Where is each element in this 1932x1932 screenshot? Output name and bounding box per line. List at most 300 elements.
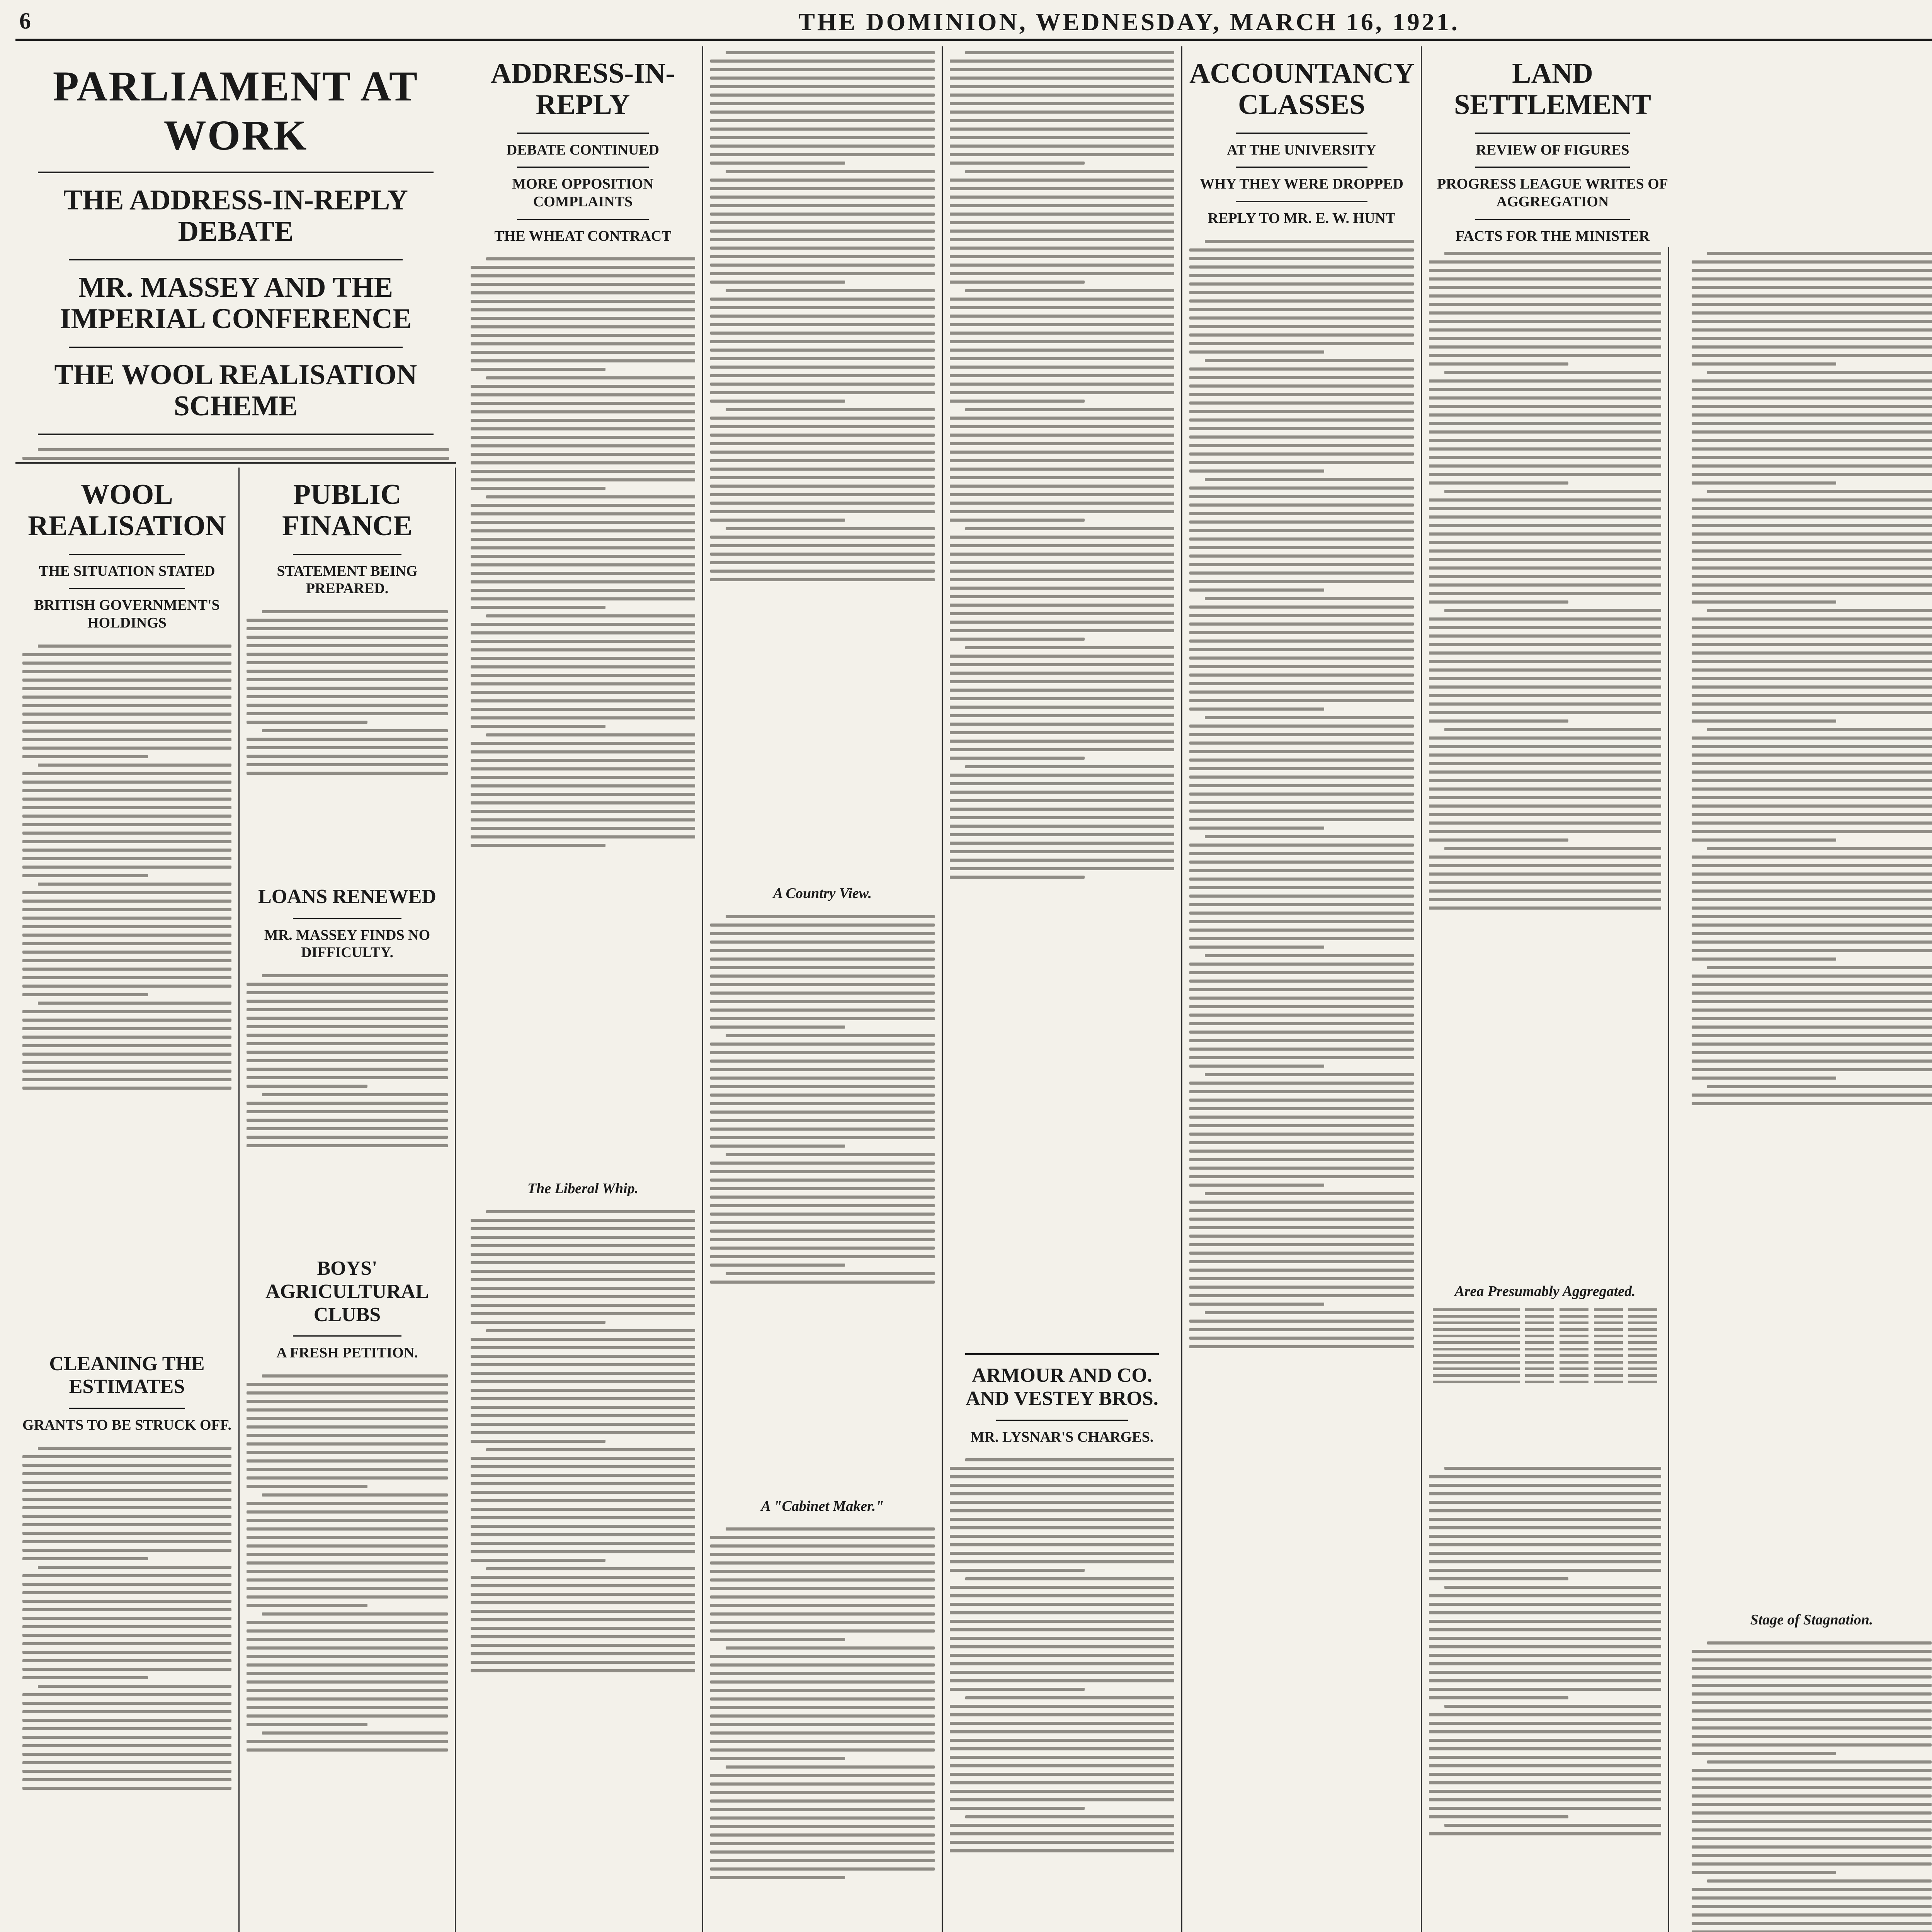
body-text-line — [950, 1560, 1174, 1563]
body-text-line — [22, 874, 148, 877]
body-text-line — [1692, 498, 1932, 502]
table-cell — [1628, 1348, 1657, 1350]
body-text-line — [1189, 699, 1414, 702]
body-text-line — [950, 519, 1085, 522]
body-text-line — [471, 266, 695, 269]
body-text-line — [950, 1594, 1174, 1597]
body-text-line — [22, 721, 231, 724]
body-text-line — [1692, 1896, 1932, 1900]
body-text-line — [1692, 481, 1836, 485]
body-text-line — [710, 570, 935, 573]
body-text-line — [1692, 617, 1932, 621]
body-text-line — [471, 648, 695, 651]
body-text-line — [710, 153, 935, 156]
body-text-line — [1429, 592, 1661, 595]
body-text-line — [1189, 895, 1414, 898]
body-text-line — [950, 111, 1174, 114]
body-text-line — [1692, 643, 1932, 646]
body-text-line — [1444, 728, 1661, 731]
headline-accountancy: ACCOUNTANCY CLASSES — [1189, 58, 1415, 121]
body-text-line — [1692, 532, 1932, 536]
body-text-line — [471, 623, 695, 626]
table-cell — [1433, 1381, 1520, 1383]
body-text-line — [471, 283, 695, 286]
body-text-line — [965, 646, 1174, 649]
body-text-line — [471, 682, 695, 685]
body-text-line — [1429, 1713, 1661, 1716]
body-text-line — [1189, 656, 1414, 660]
body-text-line — [1692, 549, 1932, 553]
body-text-line — [1189, 1116, 1414, 1119]
body-text-line — [710, 1850, 935, 1854]
body-text-line — [471, 427, 695, 430]
body-text-line — [1205, 240, 1414, 243]
body-text-line — [1189, 784, 1414, 787]
body-text-line — [710, 366, 935, 369]
body-text-line — [1692, 1769, 1932, 1772]
body-text-line — [1692, 796, 1932, 799]
body-text-line — [710, 391, 935, 394]
body-text-line — [710, 1111, 935, 1114]
body-text-line — [22, 1019, 231, 1022]
body-text-line — [950, 655, 1174, 658]
body-text-line — [22, 1787, 231, 1790]
column-wool — [15, 468, 240, 1932]
body-text-line — [471, 1219, 695, 1222]
body-text-line — [1429, 447, 1661, 451]
body-text-line — [22, 1676, 148, 1679]
body-text-line — [1189, 1320, 1414, 1323]
body-text-line — [1692, 592, 1932, 595]
body-text-line — [1429, 320, 1661, 323]
body-text-line — [471, 334, 695, 337]
body-text-line — [1692, 1913, 1932, 1917]
body-text-line — [710, 1740, 935, 1743]
body-text-line — [1692, 804, 1932, 808]
body-text-line — [1189, 750, 1414, 753]
body-text-line — [1189, 963, 1414, 966]
body-text-line — [1429, 422, 1661, 425]
table-cell — [1525, 1367, 1554, 1370]
body-text-line — [471, 521, 695, 524]
body-text-line — [1444, 847, 1661, 850]
body-text-line — [247, 746, 448, 749]
body-text-line — [1429, 1475, 1661, 1478]
body-text-line — [710, 992, 935, 995]
body-text-line — [1707, 1085, 1932, 1088]
body-text-line — [1189, 1209, 1414, 1212]
empire-text — [950, 46, 1174, 1345]
body-text-line — [1429, 473, 1661, 476]
table-cell — [1594, 1381, 1623, 1383]
body-text-line — [471, 1533, 695, 1536]
body-text-line — [1189, 1082, 1414, 1085]
body-text-line — [710, 1000, 935, 1003]
body-text-line — [1189, 980, 1414, 983]
body-text-line — [1189, 861, 1414, 864]
body-text-line — [22, 1078, 231, 1081]
body-text-line — [1189, 1005, 1414, 1008]
table-cell — [1628, 1381, 1657, 1383]
body-text-line — [1189, 690, 1414, 694]
body-text-line — [247, 1553, 448, 1556]
body-text-line — [1429, 787, 1661, 791]
body-text-line — [950, 1645, 1174, 1648]
body-text-line — [247, 1689, 448, 1692]
body-text-line — [710, 1085, 935, 1088]
body-text-line — [950, 1841, 1174, 1844]
body-text-line — [1189, 1022, 1414, 1025]
table-cell — [1628, 1354, 1657, 1357]
body-text-line — [710, 1680, 935, 1684]
body-text-line — [950, 748, 1174, 751]
body-text-line — [1429, 328, 1661, 332]
subhead-reply-hunt: REPLY TO MR. E. W. HUNT — [1208, 210, 1396, 226]
body-text-line — [1189, 920, 1414, 923]
body-text-line — [710, 1230, 935, 1233]
body-text-line — [710, 179, 935, 182]
table-row — [1433, 1328, 1657, 1331]
body-text-line — [1692, 1871, 1836, 1874]
body-text-line — [1429, 762, 1661, 765]
body-text-line — [471, 291, 695, 294]
armour-text — [950, 1454, 1174, 1932]
body-text-line — [1189, 274, 1414, 277]
body-text-line — [710, 417, 935, 420]
body-text-line — [1189, 1294, 1414, 1297]
body-text-line — [471, 1610, 695, 1613]
table-cell — [1594, 1354, 1623, 1357]
body-text-line — [38, 1685, 231, 1688]
body-text-line — [1692, 430, 1932, 434]
body-text-line — [1429, 1552, 1661, 1555]
table-cell — [1525, 1354, 1554, 1357]
body-text-line — [247, 1536, 448, 1539]
body-text-line — [1429, 1654, 1661, 1657]
body-text-line — [1189, 639, 1414, 643]
body-text-line — [1189, 282, 1414, 286]
body-text-line — [1429, 719, 1568, 723]
body-text-line — [471, 1406, 695, 1409]
body-text-line — [710, 383, 935, 386]
body-text-line — [710, 145, 935, 148]
table-row — [1433, 1335, 1657, 1337]
body-text-line — [1189, 580, 1414, 583]
column-land-b — [1685, 1604, 1932, 1932]
body-text-line — [950, 689, 1174, 692]
body-text-line — [1189, 571, 1414, 575]
body-text-line — [471, 1389, 695, 1392]
body-text-line — [1429, 1798, 1661, 1801]
body-text-line — [710, 485, 935, 488]
body-text-line — [710, 1043, 935, 1046]
table-cell — [1560, 1341, 1588, 1344]
body-text-line — [1189, 469, 1324, 473]
body-text-line — [965, 1815, 1174, 1818]
body-text-line — [1429, 1526, 1661, 1529]
table-row — [1433, 1308, 1657, 1311]
body-text-line — [710, 68, 935, 71]
body-text-line — [726, 1646, 935, 1650]
body-text-line — [1692, 294, 1932, 298]
body-text-line — [950, 1509, 1174, 1512]
body-text-line — [471, 1457, 695, 1460]
body-text-line — [22, 730, 231, 733]
body-text-line — [950, 94, 1174, 97]
table-cell — [1433, 1374, 1520, 1377]
body-text-line — [1692, 541, 1932, 544]
body-text-line — [22, 704, 231, 707]
body-text-line — [247, 1417, 448, 1420]
body-text-line — [1692, 762, 1932, 765]
body-text-line — [1692, 1102, 1932, 1105]
body-text-line — [950, 1637, 1174, 1640]
body-text-line — [1189, 673, 1414, 677]
body-text-line — [710, 553, 935, 556]
body-text-line — [471, 1372, 695, 1375]
body-text-line — [1189, 1150, 1414, 1153]
body-text-line — [710, 1876, 845, 1879]
body-text-line — [710, 1170, 935, 1173]
body-text-line — [1189, 776, 1414, 779]
body-text-line — [950, 468, 1174, 471]
body-text-line — [1692, 694, 1932, 697]
body-text-line — [22, 1710, 231, 1713]
body-text-line — [710, 213, 935, 216]
body-text-line — [950, 383, 1174, 386]
body-text-line — [1205, 359, 1414, 362]
body-text-line — [710, 1825, 935, 1828]
body-text-line — [247, 1646, 448, 1650]
body-text-line — [471, 1304, 695, 1307]
subhead-university: AT THE UNIVERSITY — [1227, 141, 1376, 158]
body-text-line — [247, 1621, 448, 1624]
body-text-line — [950, 400, 1085, 403]
body-text-line — [471, 767, 695, 770]
body-text-line — [1205, 835, 1414, 838]
body-text-line — [1429, 439, 1661, 442]
body-text-line — [950, 731, 1174, 734]
body-text-line — [22, 1087, 231, 1090]
body-text-line — [471, 1431, 695, 1434]
table-cell — [1594, 1361, 1623, 1364]
body-text-line — [710, 1612, 935, 1616]
body-text-line — [22, 653, 231, 656]
body-text-line — [22, 1549, 231, 1552]
body-text-line — [1707, 490, 1932, 493]
body-text-line — [950, 595, 1174, 598]
body-text-line — [1429, 532, 1661, 536]
body-text-line — [247, 1629, 448, 1633]
body-text-line — [1429, 1492, 1661, 1495]
body-text-line — [471, 742, 695, 745]
body-text-line — [950, 578, 1174, 581]
body-text-line — [1189, 1107, 1414, 1110]
finance-text-2 — [247, 969, 448, 1248]
body-text-line — [1429, 1577, 1568, 1580]
body-text-line — [1692, 983, 1932, 986]
body-text-line — [950, 1679, 1174, 1682]
subhead-wool-scheme: THE WOOL REALISATION SCHEME — [54, 359, 417, 422]
body-text-line — [247, 1740, 448, 1743]
body-text-line — [1429, 1501, 1661, 1504]
body-text-line — [471, 1312, 695, 1315]
body-text-line — [950, 833, 1174, 836]
body-text-line — [247, 1527, 448, 1531]
body-text-line — [1429, 821, 1661, 825]
body-text-line — [1189, 1124, 1414, 1127]
body-text-line — [471, 1346, 695, 1349]
body-text-line — [950, 1781, 1174, 1784]
body-text-line — [22, 457, 449, 460]
body-text-line — [22, 891, 231, 894]
body-text-line — [471, 1270, 695, 1273]
body-text-line — [965, 1577, 1174, 1580]
body-text-line — [247, 1510, 448, 1514]
body-text-line — [247, 1587, 448, 1590]
body-text-line — [1189, 1056, 1414, 1059]
subhead-cleaning-estimates: CLEANING THE ESTIMATES — [49, 1352, 205, 1398]
body-text-line — [471, 818, 695, 821]
body-text-line — [710, 357, 935, 360]
body-text-line — [1692, 685, 1932, 689]
body-text-line — [710, 1561, 935, 1565]
body-text-line — [1692, 337, 1932, 340]
body-text-line — [1692, 1794, 1932, 1798]
body-text-line — [710, 1833, 935, 1837]
body-text-line — [710, 561, 935, 564]
body-text-line — [965, 408, 1174, 411]
body-text-line — [950, 187, 1174, 190]
body-text-line — [1692, 473, 1932, 476]
body-text-line — [1189, 1141, 1414, 1144]
subhead-address-debate: THE ADDRESS-IN-REPLY DEBATE — [63, 184, 408, 248]
body-text-line — [22, 1668, 231, 1671]
body-text-line — [950, 1756, 1174, 1759]
body-text-line — [950, 1552, 1174, 1555]
body-text-line — [247, 1076, 448, 1079]
body-text-line — [950, 782, 1174, 785]
body-text-line — [1189, 418, 1414, 422]
body-text-line — [710, 315, 935, 318]
body-text-line — [726, 1527, 935, 1531]
body-text-line — [950, 816, 1174, 819]
table-cell — [1525, 1308, 1554, 1311]
body-text-line — [471, 844, 605, 847]
body-text-line — [1189, 682, 1414, 685]
body-text-line — [1429, 515, 1661, 519]
body-text-line — [1429, 566, 1661, 570]
body-text-line — [1429, 1594, 1661, 1597]
body-text-line — [950, 102, 1174, 105]
subhead-cabinet-maker: A "Cabinet Maker." — [761, 1498, 884, 1514]
body-text-line — [1429, 864, 1661, 867]
body-text-line — [247, 704, 448, 707]
body-text-line — [1707, 609, 1932, 612]
body-text-line — [1692, 1000, 1932, 1003]
body-text-line — [22, 1070, 231, 1073]
table-row — [1433, 1321, 1657, 1324]
body-text-line — [247, 1008, 448, 1011]
body-text-line — [1692, 515, 1932, 519]
body-text-line — [710, 1714, 935, 1718]
body-text-line — [1692, 396, 1932, 400]
body-text-line — [1429, 303, 1661, 306]
body-text-line — [1429, 753, 1661, 757]
body-text-line — [1429, 1747, 1661, 1750]
subhead-fresh-petition: A FRESH PETITION. — [276, 1345, 418, 1361]
table-cell — [1433, 1348, 1520, 1350]
body-text-line — [1189, 724, 1414, 728]
body-text-line — [710, 1221, 935, 1224]
body-text-line — [1189, 1014, 1414, 1017]
body-text-line — [247, 1127, 448, 1130]
table-row — [1433, 1367, 1657, 1370]
body-text-line — [1444, 1824, 1661, 1827]
body-text-line — [1429, 1611, 1661, 1614]
headline-wool: WOOL REALISATION — [28, 479, 226, 542]
body-text-line — [471, 1474, 695, 1477]
body-text-line — [1429, 736, 1661, 740]
body-text-line — [950, 1475, 1174, 1478]
body-text-line — [1692, 413, 1932, 417]
body-text-line — [1205, 1073, 1414, 1076]
body-text-line — [710, 1621, 935, 1624]
body-text-line — [1444, 490, 1661, 493]
body-text-line — [710, 1757, 845, 1760]
body-text-line — [1692, 1017, 1932, 1020]
body-text-line — [247, 1655, 448, 1658]
table-cell — [1433, 1315, 1520, 1318]
body-text-line — [247, 1425, 448, 1429]
address-text-2 — [471, 1206, 695, 1932]
body-text-line — [710, 1816, 935, 1820]
body-text-line — [1189, 793, 1414, 796]
body-text-line — [950, 128, 1174, 131]
body-text-line — [471, 1244, 695, 1247]
body-text-line — [471, 563, 695, 566]
body-text-line — [710, 340, 935, 343]
finance-text-3 — [247, 1370, 448, 1932]
body-text-line — [1429, 1739, 1661, 1742]
land-text-2 — [1429, 1462, 1661, 1932]
body-text-line — [471, 1380, 695, 1383]
body-text-line — [950, 697, 1174, 700]
body-text-line — [950, 774, 1174, 777]
body-text-line — [710, 272, 935, 275]
body-text-line — [1429, 311, 1661, 315]
body-text-line — [471, 1321, 605, 1324]
table-row — [1433, 1315, 1657, 1318]
body-text-line — [710, 1604, 935, 1607]
body-text-line — [710, 1808, 935, 1811]
body-text-line — [1189, 707, 1324, 711]
body-text-line — [950, 553, 1174, 556]
body-text-line — [710, 264, 935, 267]
body-text-line — [710, 966, 935, 969]
body-text-line — [950, 204, 1174, 207]
body-text-line — [247, 1068, 448, 1071]
body-text-line — [247, 1136, 448, 1139]
body-text-line — [950, 850, 1174, 853]
body-text-line — [247, 772, 448, 775]
body-text-line — [1189, 665, 1414, 668]
body-text-line — [710, 247, 935, 250]
table-cell — [1560, 1348, 1588, 1350]
body-text-line — [950, 1671, 1174, 1674]
body-text-line — [950, 876, 1085, 879]
body-text-line — [950, 570, 1174, 573]
